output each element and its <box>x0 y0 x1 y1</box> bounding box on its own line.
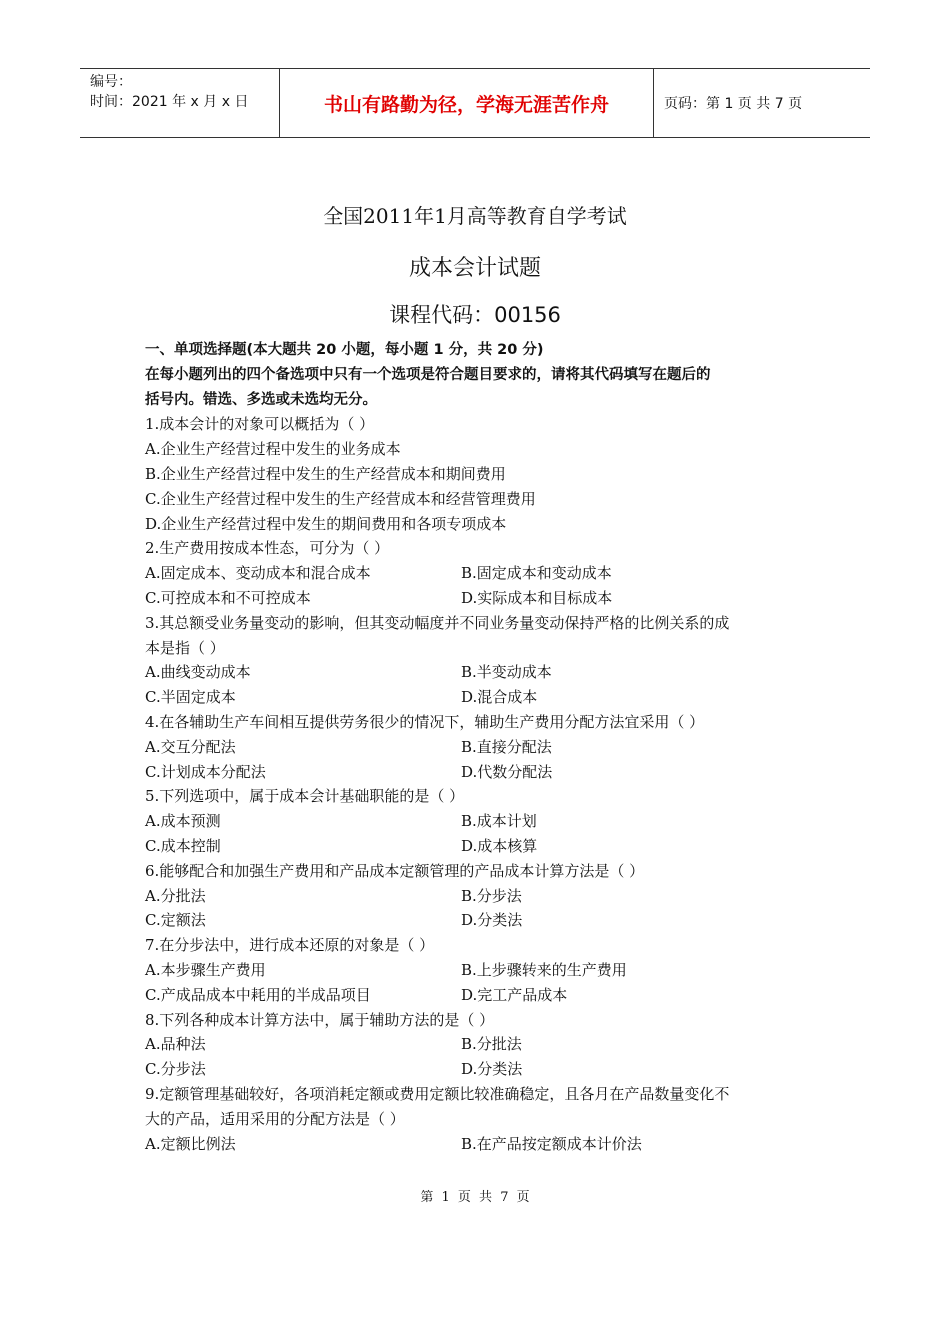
option-row <box>145 1132 810 1157</box>
question-5 <box>145 784 810 858</box>
option-row <box>145 1057 810 1082</box>
option-row <box>145 586 810 611</box>
answer-option: B.分批法 <box>461 1035 522 1054</box>
header-meta <box>80 69 280 137</box>
question-9 <box>145 1082 810 1156</box>
header-page-info: 页码：第 1 页 共 7 页 <box>664 96 803 112</box>
answer-option: D.完工产品成本 <box>461 985 568 1004</box>
answer-option: B.在产品按定额成本计价法 <box>461 1134 642 1153</box>
answer-option: D.成本核算 <box>461 836 538 855</box>
question-stem: 3.其总额受业务量变动的影响，但其变动幅度并不同业务量变动保持严格的比例关系的成 <box>145 613 730 632</box>
question-stem: 9.定额管理基础较好，各项消耗定额或费用定额比较准确稳定，且各月在产品数量变化不 <box>145 1084 730 1103</box>
question-stem: 1.成本会计的对象可以概括为（ ） <box>145 415 375 434</box>
question-stem: 8.下列各种成本计算方法中，属于辅助方法的是（ ） <box>145 1010 495 1029</box>
question-4 <box>145 710 810 784</box>
question-2 <box>145 536 810 610</box>
answer-option: B.上步骤转来的生产费用 <box>461 960 627 979</box>
question-1 <box>145 412 810 536</box>
answer-option: C.企业生产经营过程中发生的生产经营成本和经营管理费用 <box>145 489 536 508</box>
answer-option: D.代数分配法 <box>461 762 553 781</box>
answer-option: C.可控成本和不可控成本 <box>145 588 311 607</box>
answer-option: C.产成品成本中耗用的半成品项目 <box>145 985 371 1004</box>
option-row <box>145 834 810 859</box>
subject-title: 成本会计试题 <box>408 256 541 281</box>
question-8 <box>145 1008 810 1082</box>
answer-option: A.品种法 <box>145 1035 206 1054</box>
answer-option: B.分步法 <box>461 886 522 905</box>
option-row <box>145 983 810 1008</box>
option-row <box>145 958 810 983</box>
number-label: 编号： <box>90 74 132 90</box>
option-row <box>145 884 810 909</box>
page-header <box>80 68 870 138</box>
option-row <box>145 561 810 586</box>
exam-title: 全国2011年1月高等教育自学考试 <box>323 204 627 228</box>
question-7 <box>145 933 810 1007</box>
answer-option: B.直接分配法 <box>461 737 552 756</box>
question-stem: 7.在分步法中，进行成本还原的对象是（ ） <box>145 936 435 955</box>
section-instructions-line-1: 在每小题列出的四个备选项中只有一个选项是符合题目要求的，请将其代码填写在题后的 <box>145 366 711 383</box>
option-row <box>145 760 810 785</box>
answer-option: D.分类法 <box>461 1060 523 1079</box>
answer-option: A.分批法 <box>145 886 206 905</box>
option-row <box>145 908 810 933</box>
answer-option: A.交互分配法 <box>145 737 236 756</box>
answer-option: A.企业生产经营过程中发生的业务成本 <box>145 440 401 459</box>
answer-option: A.曲线变动成本 <box>145 663 251 682</box>
answer-option: A.本步骤生产费用 <box>145 960 266 979</box>
page-footer: 第 1 页 共 7 页 <box>420 1190 530 1205</box>
answer-option: B.半变动成本 <box>461 663 552 682</box>
answer-option: B.成本计划 <box>461 812 537 831</box>
answer-option: D.混合成本 <box>461 688 538 707</box>
question-stem: 2.生产费用按成本性态，可分为（ ） <box>145 539 390 558</box>
answer-option: C.成本控制 <box>145 836 221 855</box>
question-content <box>145 338 810 1156</box>
question-list <box>145 412 810 1156</box>
answer-option: A.定额比例法 <box>145 1134 236 1153</box>
option-row <box>145 685 810 710</box>
course-code: 课程代码：00156 <box>389 303 561 327</box>
option-row <box>145 809 810 834</box>
time-label: 时间：2021 年 x 月 x 日 <box>90 94 249 110</box>
question-3 <box>145 611 810 710</box>
answer-option: D.实际成本和目标成本 <box>461 588 613 607</box>
answer-option: D.分类法 <box>461 911 523 930</box>
question-6 <box>145 859 810 933</box>
section-heading: 一、单项选择题(本大题共 20 小题，每小题 1 分，共 20 分) <box>145 342 544 358</box>
question-stem: 6.能够配合和加强生产费用和产品成本定额管理的产品成本计算方法是（ ） <box>145 861 645 880</box>
section-instructions-line-2: 括号内。错选、多选或未选均无分。 <box>145 391 377 408</box>
answer-option: C.计划成本分配法 <box>145 762 266 781</box>
answer-option: B.固定成本和变动成本 <box>461 564 612 583</box>
answer-option: A.固定成本、变动成本和混合成本 <box>145 564 371 583</box>
answer-option: C.分步法 <box>145 1060 206 1079</box>
option-row <box>145 1032 810 1057</box>
answer-option: B.企业生产经营过程中发生的生产经营成本和期间费用 <box>145 464 506 483</box>
option-row <box>145 660 810 685</box>
question-stem: 大的产品，适用采用的分配方法是（ ） <box>145 1109 405 1128</box>
question-stem: 4.在各辅助生产车间相互提供劳务很少的情况下，辅助生产费用分配方法宜采用（ ） <box>145 712 705 731</box>
question-stem: 本是指（ ） <box>145 638 225 657</box>
answer-option: C.半固定成本 <box>145 688 236 707</box>
answer-option: C.定额法 <box>145 911 206 930</box>
answer-option: D.企业生产经营过程中发生的期间费用和各项专项成本 <box>145 514 507 533</box>
header-motto: 书山有路勤为径，学海无涯苦作舟 <box>280 69 654 137</box>
answer-option: A.成本预测 <box>145 812 221 831</box>
question-stem: 5.下列选项中，属于成本会计基础职能的是（ ） <box>145 787 465 806</box>
option-row <box>145 735 810 760</box>
